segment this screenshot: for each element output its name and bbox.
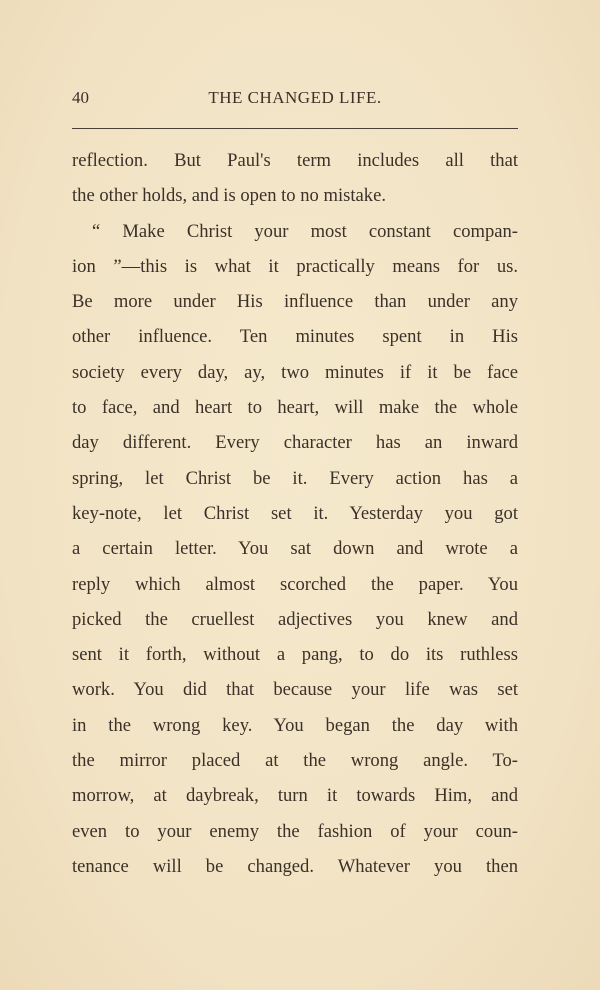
- text-line: the mirror placed at the wrong angle. To-: [72, 750, 518, 772]
- body-text: [72, 143, 518, 884]
- text-line: in the wrong key. You began the day with: [72, 714, 518, 736]
- text-line: morrow, at daybreak, turn it towards Him, and: [72, 785, 518, 807]
- text-line: spring, let Christ be it. Every action has a: [72, 467, 518, 489]
- text-line: tenance will be changed. Whatever you then: [72, 855, 518, 877]
- running-title: THE CHANGED LIFE.: [208, 88, 382, 107]
- text-line: key-note, let Christ set it. Yesterday you got: [72, 502, 518, 524]
- running-header: [72, 88, 518, 112]
- page-number: 40: [72, 88, 89, 107]
- text-line: reflection. But Paul's term includes all that: [72, 150, 518, 171]
- text-line: to face, and heart to heart, will make the whole: [72, 397, 518, 419]
- text-line: other influence. Ten minutes spent in His: [72, 326, 518, 348]
- text-line: reply which almost scorched the paper. You: [72, 573, 518, 595]
- text-line: sent it forth, without a pang, to do its ruthless: [72, 644, 518, 666]
- text-line: a certain letter. You sat down and wrote a: [72, 538, 518, 560]
- header-rule: [72, 128, 518, 129]
- text-line: society every day, ay, two minutes if it be face: [72, 361, 518, 383]
- text-line: even to your enemy the fashion of your coun-: [72, 820, 518, 842]
- text-line: day different. Every character has an inward: [72, 432, 518, 454]
- text-line: “ Make Christ your most constant compan-: [92, 220, 518, 242]
- text-line: work. You did that because your life was set: [72, 679, 518, 701]
- text-line: picked the cruellest adjectives you knew and: [72, 608, 518, 630]
- text-line: Be more under His influence than under any: [72, 291, 518, 313]
- text-line: ion ”—this is what it practically means for us.: [72, 255, 518, 277]
- text-line: the other holds, and is open to no mistake.: [72, 185, 386, 207]
